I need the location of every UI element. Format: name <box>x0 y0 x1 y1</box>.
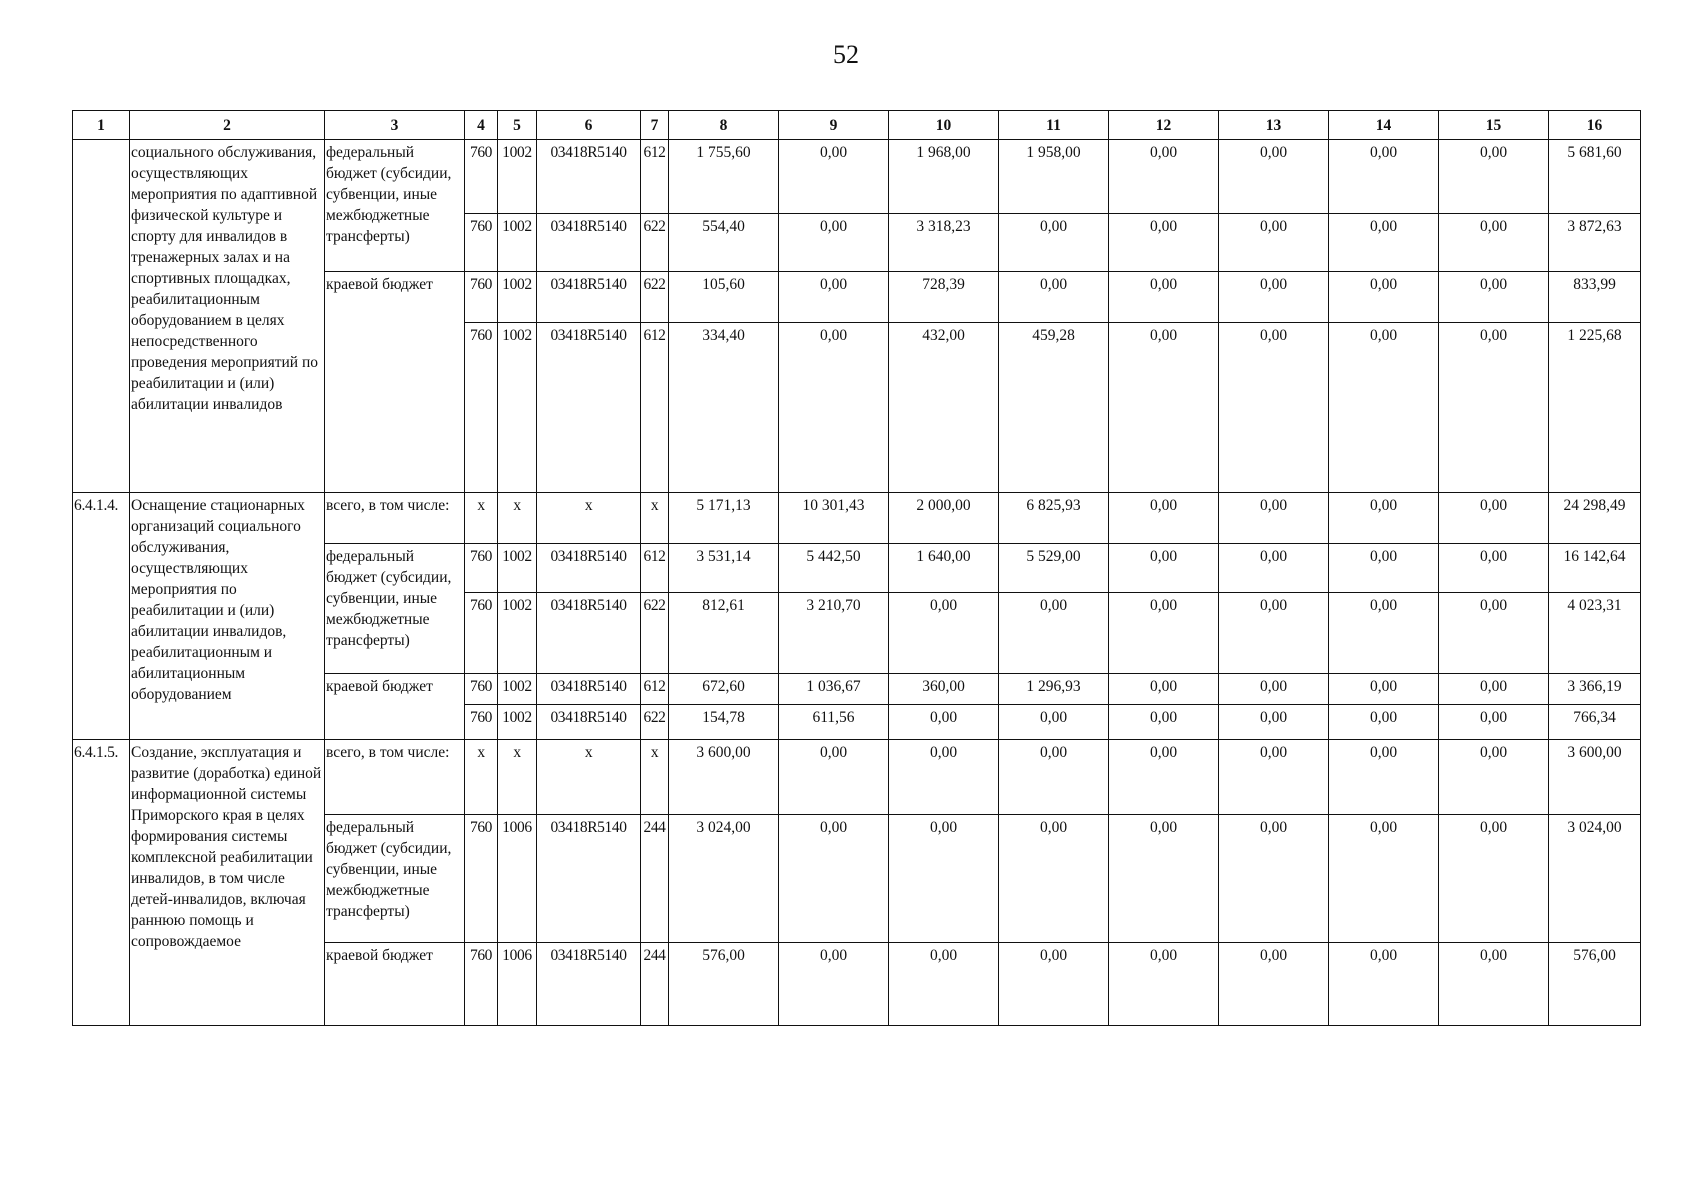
cell-col-16: 3 366,19 <box>1549 674 1641 705</box>
cell-col-13: 0,00 <box>1219 943 1329 1026</box>
cell-col-8: 3 600,00 <box>669 740 779 815</box>
cell-col-16: 576,00 <box>1549 943 1641 1026</box>
cell-col-8: 672,60 <box>669 674 779 705</box>
table-header <box>73 111 1641 140</box>
cell-col-8: 576,00 <box>669 943 779 1026</box>
column-header-10: 10 <box>889 111 999 140</box>
cell-col-6: 03418R5140 <box>537 815 641 943</box>
cell-col-4: x <box>465 740 498 815</box>
cell-col-13: 0,00 <box>1219 674 1329 705</box>
cell-col-12: 0,00 <box>1109 272 1219 323</box>
cell-col-10: 360,00 <box>889 674 999 705</box>
cell-col-11: 0,00 <box>999 740 1109 815</box>
item-number: 6.4.1.4. <box>73 493 130 740</box>
cell-col-13: 0,00 <box>1219 272 1329 323</box>
column-header-9: 9 <box>779 111 889 140</box>
cell-col-13: 0,00 <box>1219 593 1329 674</box>
item-number: 6.4.1.5. <box>73 740 130 1026</box>
column-header-1: 1 <box>73 111 130 140</box>
cell-col-4: 760 <box>465 140 498 214</box>
cell-col-16: 16 142,64 <box>1549 544 1641 593</box>
cell-col-14: 0,00 <box>1329 544 1439 593</box>
cell-col-8: 5 171,13 <box>669 493 779 544</box>
cell-col-9: 10 301,43 <box>779 493 889 544</box>
cell-col-11: 0,00 <box>999 593 1109 674</box>
column-header-6: 6 <box>537 111 641 140</box>
cell-col-16: 833,99 <box>1549 272 1641 323</box>
cell-col-10: 2 000,00 <box>889 493 999 544</box>
cell-col-9: 0,00 <box>779 943 889 1026</box>
cell-col-15: 0,00 <box>1439 214 1549 272</box>
cell-col-15: 0,00 <box>1439 323 1549 493</box>
table-row <box>73 140 1641 214</box>
cell-col-4: 760 <box>465 214 498 272</box>
cell-col-5: 1002 <box>498 140 537 214</box>
column-header-16: 16 <box>1549 111 1641 140</box>
cell-col-7: 612 <box>641 323 669 493</box>
header-row <box>73 111 1641 140</box>
cell-col-16: 24 298,49 <box>1549 493 1641 544</box>
cell-col-6: 03418R5140 <box>537 943 641 1026</box>
cell-col-9: 0,00 <box>779 740 889 815</box>
cell-col-15: 0,00 <box>1439 815 1549 943</box>
cell-col-13: 0,00 <box>1219 140 1329 214</box>
cell-col-6: 03418R5140 <box>537 705 641 740</box>
cell-col-6: 03418R5140 <box>537 214 641 272</box>
cell-col-6: 03418R5140 <box>537 323 641 493</box>
cell-col-10: 0,00 <box>889 815 999 943</box>
cell-col-9: 0,00 <box>779 140 889 214</box>
funding-source: федеральный бюджет (субсидии, субвенции, иные межбюджетные трансферты) <box>325 140 465 272</box>
cell-col-7: 612 <box>641 140 669 214</box>
cell-col-16: 766,34 <box>1549 705 1641 740</box>
cell-col-11: 0,00 <box>999 214 1109 272</box>
column-header-11: 11 <box>999 111 1109 140</box>
cell-col-4: 760 <box>465 593 498 674</box>
cell-col-10: 0,00 <box>889 593 999 674</box>
cell-col-9: 0,00 <box>779 272 889 323</box>
cell-col-11: 1 958,00 <box>999 140 1109 214</box>
cell-col-5: 1006 <box>498 943 537 1026</box>
cell-col-4: 760 <box>465 544 498 593</box>
cell-col-7: 244 <box>641 943 669 1026</box>
cell-col-7: 622 <box>641 272 669 323</box>
cell-col-7: 244 <box>641 815 669 943</box>
item-name: Создание, эксплуатация и развитие (доработка) единой информационной системы Приморского края в целях формирования системы комплексной реабилитации инвалидов, в том числе детей-инвалидов, включая раннюю помощь и сопровождаемое <box>130 740 325 1026</box>
cell-col-14: 0,00 <box>1329 593 1439 674</box>
cell-col-4: 760 <box>465 815 498 943</box>
cell-col-14: 0,00 <box>1329 674 1439 705</box>
cell-col-6: x <box>537 493 641 544</box>
cell-col-15: 0,00 <box>1439 493 1549 544</box>
cell-col-6: 03418R5140 <box>537 593 641 674</box>
cell-col-5: 1002 <box>498 214 537 272</box>
cell-col-10: 0,00 <box>889 740 999 815</box>
cell-col-12: 0,00 <box>1109 815 1219 943</box>
cell-col-7: x <box>641 740 669 815</box>
cell-col-8: 3 024,00 <box>669 815 779 943</box>
cell-col-16: 3 872,63 <box>1549 214 1641 272</box>
cell-col-14: 0,00 <box>1329 493 1439 544</box>
cell-col-4: 760 <box>465 705 498 740</box>
cell-col-16: 1 225,68 <box>1549 323 1641 493</box>
cell-col-10: 1 640,00 <box>889 544 999 593</box>
cell-col-13: 0,00 <box>1219 705 1329 740</box>
cell-col-11: 0,00 <box>999 943 1109 1026</box>
cell-col-8: 1 755,60 <box>669 140 779 214</box>
cell-col-12: 0,00 <box>1109 323 1219 493</box>
cell-col-15: 0,00 <box>1439 272 1549 323</box>
cell-col-14: 0,00 <box>1329 214 1439 272</box>
cell-col-10: 0,00 <box>889 943 999 1026</box>
funding-source: краевой бюджет <box>325 943 465 1026</box>
cell-col-4: 760 <box>465 943 498 1026</box>
funding-source: всего, в том числе: <box>325 740 465 815</box>
cell-col-5: 1002 <box>498 323 537 493</box>
cell-col-12: 0,00 <box>1109 740 1219 815</box>
column-header-5: 5 <box>498 111 537 140</box>
cell-col-10: 1 968,00 <box>889 140 999 214</box>
cell-col-6: x <box>537 740 641 815</box>
cell-col-13: 0,00 <box>1219 815 1329 943</box>
cell-col-15: 0,00 <box>1439 740 1549 815</box>
column-header-13: 13 <box>1219 111 1329 140</box>
cell-col-5: 1002 <box>498 705 537 740</box>
cell-col-7: 612 <box>641 674 669 705</box>
cell-col-6: 03418R5140 <box>537 140 641 214</box>
cell-col-14: 0,00 <box>1329 740 1439 815</box>
cell-col-15: 0,00 <box>1439 674 1549 705</box>
cell-col-15: 0,00 <box>1439 140 1549 214</box>
cell-col-9: 1 036,67 <box>779 674 889 705</box>
cell-col-5: 1002 <box>498 674 537 705</box>
table-body <box>73 140 1641 1026</box>
cell-col-5: 1002 <box>498 593 537 674</box>
cell-col-12: 0,00 <box>1109 674 1219 705</box>
cell-col-13: 0,00 <box>1219 214 1329 272</box>
cell-col-11: 0,00 <box>999 705 1109 740</box>
cell-col-4: x <box>465 493 498 544</box>
funding-source: всего, в том числе: <box>325 493 465 544</box>
cell-col-13: 0,00 <box>1219 323 1329 493</box>
cell-col-7: x <box>641 493 669 544</box>
funding-source: краевой бюджет <box>325 272 465 493</box>
cell-col-11: 5 529,00 <box>999 544 1109 593</box>
funding-source: федеральный бюджет (субсидии, субвенции, иные межбюджетные трансферты) <box>325 815 465 943</box>
cell-col-14: 0,00 <box>1329 705 1439 740</box>
column-header-2: 2 <box>130 111 325 140</box>
cell-col-10: 728,39 <box>889 272 999 323</box>
cell-col-15: 0,00 <box>1439 943 1549 1026</box>
item-name: Оснащение стационарных организаций социального обслуживания, осуществляющих мероприятия по реабилитации и (или) абилитации инвалидов, реабилитационным и абилитационным оборудованием <box>130 493 325 740</box>
cell-col-5: 1002 <box>498 272 537 323</box>
cell-col-14: 0,00 <box>1329 815 1439 943</box>
item-number <box>73 140 130 493</box>
cell-col-9: 611,56 <box>779 705 889 740</box>
cell-col-5: x <box>498 740 537 815</box>
cell-col-10: 0,00 <box>889 705 999 740</box>
cell-col-14: 0,00 <box>1329 943 1439 1026</box>
column-header-8: 8 <box>669 111 779 140</box>
cell-col-6: 03418R5140 <box>537 674 641 705</box>
column-header-3: 3 <box>325 111 465 140</box>
cell-col-12: 0,00 <box>1109 140 1219 214</box>
cell-col-13: 0,00 <box>1219 493 1329 544</box>
cell-col-7: 622 <box>641 214 669 272</box>
cell-col-9: 0,00 <box>779 214 889 272</box>
cell-col-8: 154,78 <box>669 705 779 740</box>
cell-col-10: 432,00 <box>889 323 999 493</box>
cell-col-7: 622 <box>641 705 669 740</box>
cell-col-11: 0,00 <box>999 815 1109 943</box>
cell-col-15: 0,00 <box>1439 593 1549 674</box>
column-header-4: 4 <box>465 111 498 140</box>
column-header-14: 14 <box>1329 111 1439 140</box>
cell-col-11: 0,00 <box>999 272 1109 323</box>
cell-col-15: 0,00 <box>1439 544 1549 593</box>
cell-col-6: 03418R5140 <box>537 544 641 593</box>
cell-col-8: 334,40 <box>669 323 779 493</box>
cell-col-8: 554,40 <box>669 214 779 272</box>
cell-col-11: 6 825,93 <box>999 493 1109 544</box>
cell-col-5: 1006 <box>498 815 537 943</box>
cell-col-9: 0,00 <box>779 323 889 493</box>
cell-col-16: 5 681,60 <box>1549 140 1641 214</box>
cell-col-15: 0,00 <box>1439 705 1549 740</box>
column-header-12: 12 <box>1109 111 1219 140</box>
cell-col-14: 0,00 <box>1329 272 1439 323</box>
cell-col-8: 812,61 <box>669 593 779 674</box>
cell-col-16: 3 600,00 <box>1549 740 1641 815</box>
cell-col-16: 3 024,00 <box>1549 815 1641 943</box>
cell-col-8: 3 531,14 <box>669 544 779 593</box>
cell-col-7: 622 <box>641 593 669 674</box>
cell-col-9: 0,00 <box>779 815 889 943</box>
cell-col-16: 4 023,31 <box>1549 593 1641 674</box>
cell-col-12: 0,00 <box>1109 214 1219 272</box>
column-header-7: 7 <box>641 111 669 140</box>
page-number: 52 <box>833 40 859 69</box>
cell-col-9: 3 210,70 <box>779 593 889 674</box>
table-row <box>73 493 1641 544</box>
cell-col-12: 0,00 <box>1109 544 1219 593</box>
cell-col-6: 03418R5140 <box>537 272 641 323</box>
cell-col-14: 0,00 <box>1329 140 1439 214</box>
item-name: социального обслуживания, осуществляющих мероприятия по адаптивной физической культуре и спорту для инвалидов в тренажерных залах и на спортивных площадках, реабилитационным оборудованием в целях непосредственного проведения мероприятий по реабилитации и (или) абилитации инвалидов <box>130 140 325 493</box>
column-header-15: 15 <box>1439 111 1549 140</box>
cell-col-5: 1002 <box>498 544 537 593</box>
cell-col-11: 1 296,93 <box>999 674 1109 705</box>
cell-col-11: 459,28 <box>999 323 1109 493</box>
cell-col-12: 0,00 <box>1109 493 1219 544</box>
cell-col-4: 760 <box>465 323 498 493</box>
funding-source: краевой бюджет <box>325 674 465 740</box>
scan-artifact <box>0 1172 1692 1173</box>
cell-col-14: 0,00 <box>1329 323 1439 493</box>
cell-col-4: 760 <box>465 272 498 323</box>
cell-col-9: 5 442,50 <box>779 544 889 593</box>
cell-col-12: 0,00 <box>1109 705 1219 740</box>
cell-col-12: 0,00 <box>1109 593 1219 674</box>
cell-col-13: 0,00 <box>1219 544 1329 593</box>
cell-col-5: x <box>498 493 537 544</box>
cell-col-13: 0,00 <box>1219 740 1329 815</box>
funding-source: федеральный бюджет (субсидии, субвенции, иные межбюджетные трансферты) <box>325 544 465 674</box>
cell-col-7: 612 <box>641 544 669 593</box>
cell-col-12: 0,00 <box>1109 943 1219 1026</box>
cell-col-10: 3 318,23 <box>889 214 999 272</box>
cell-col-4: 760 <box>465 674 498 705</box>
cell-col-8: 105,60 <box>669 272 779 323</box>
budget-table <box>72 110 1641 1026</box>
table-row <box>73 740 1641 815</box>
